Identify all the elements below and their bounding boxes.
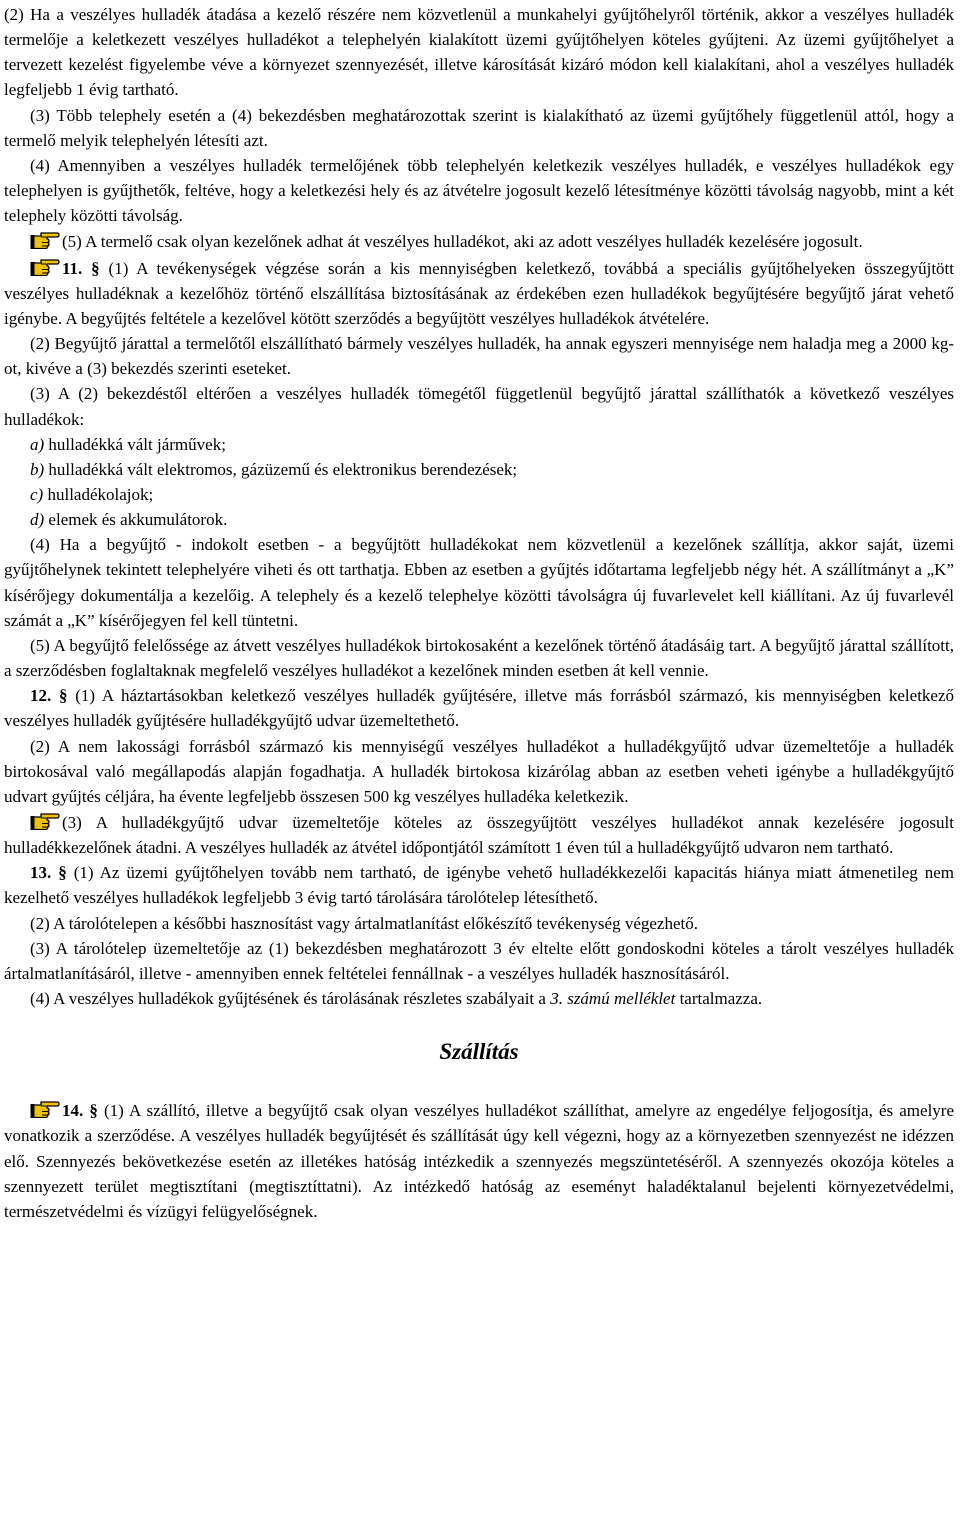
paragraph	[4, 809, 954, 860]
paragraph-text: hulladékolajok;	[43, 484, 154, 504]
paragraph-text: (4) Ha a begyűjtő - indokolt esetben - a begyűjtött hulladékokat nem közvetlenül a kezelőnek szállítja, akkor saját, üzemi gyűjtőhelynek tekintett telephelyére viheti és ott tarthatja. Ebben az esetben a gyűjtés időtartama legfeljebb négy hét. A szállítmányt a „K” kísérőjegy dokumentálja a kezelőig. A telephely és a kezelő telephelye közötti távolságra új fuvarlevelet kell kiállítani. Az új fuvarlevél számát a „K” kísérőjegyen fel kell tüntetni.	[4, 535, 954, 630]
paragraph-text: (1) A szállító, illetve a begyűjtő csak olyan veszélyes hulladékot szállíthat, amelyre az engedélye feljogosítja, és amelyre vonatkozik a szerződése. A veszélyes hulladék begyűjtését és szállítását úgy kell végezni, hogy az a környezetben szennyezést ne idézzen elő. Szennyezés bekövetkezése esetén az illetékes hatóság intézkedik a szennyezés megszüntetéséről. A szennyezés okozója köteles a szennyezett terület megtisztítani (megtisztíttatni). Az intézkedő hatóság az eseményt haladéktalanul bejelenti környezetvédelmi, természetvédelmi és vízügyi felügyelőségnek.	[4, 1101, 955, 1221]
emphasis-text: 3. számú melléklet	[550, 989, 676, 1009]
section-number: §	[58, 863, 67, 883]
paragraph-text: (1) A háztartásokban keletkező veszélyes hulladék gyűjtésére, illetve más forrásból származó, kis mennyiségben keletkező veszélyes hulladék gyűjtésére hulladékgyűjtő udvar üzemeltethető.	[4, 686, 955, 731]
paragraph-text: (5) A begyűjtő felelőssége az átvett veszélyes hulladékok birtokosaként a kezelőnek történő átadásáig tart. A begyűjtő járattal szállított, a szerződésben foglaltaknak megfelelő veszélyes hulladékot a kezelőnek minden esetben át kell vennie.	[4, 635, 954, 681]
paragraph-text: (2) Begyűjtő járattal a termelőtől elszállítható bármely veszélyes hulladék, ha annak egyszeri mennyisége nem haladja meg a 2000 kg-ot, kivéve a (3) bekezdés szerinti eseteket.	[4, 334, 954, 379]
paragraph-text: (3) Több telephely esetén a (4) bekezdésben meghatározottak szerint is kialakítható az üzemi gyűjtőhely függetlenül attól, hogy a termelő melyik telephelyén létesíti azt.	[4, 105, 954, 150]
emphasis-text: b)	[30, 459, 45, 479]
paragraph	[4, 255, 954, 331]
paragraph-text: (4) A veszélyes hulladékok gyűjtésének és tárolásának részletes szabályait a	[30, 989, 551, 1009]
section-number: 11.	[62, 258, 83, 278]
section-after-heading	[4, 1097, 954, 1224]
paragraph	[4, 457, 954, 482]
section-number: 14.	[62, 1101, 84, 1121]
paragraph	[4, 482, 954, 507]
paragraph-text: (2) A tárolótelepen a későbbi hasznosítást vagy ártalmatlanítást előkészítő tevékenység végezhető.	[30, 913, 698, 933]
paragraph-text: elemek és akkumulátorok.	[44, 510, 228, 530]
paragraph	[4, 1097, 954, 1224]
paragraph	[4, 633, 954, 683]
paragraph	[4, 860, 954, 910]
paragraph-text: (2) A nem lakossági forrásból származó kis mennyiségű veszélyes hulladékot a hulladékgyűjtő udvar üzemeltetője a hulladék birtokosával való megállapodás alapján fogadhatja. A hulladék birtokosa kizárólag abban az esetben veheti igénybe a hulladékgyűjtő udvart gyűjtés céljára, ha évente legfeljebb összesen 500 kg veszélyes hulladéka keletkezik.	[4, 736, 954, 806]
section-heading: Szállítás	[439, 1039, 519, 1065]
section-number: §	[59, 686, 68, 706]
paragraph	[4, 734, 954, 809]
paragraph-text	[51, 686, 59, 705]
paragraph	[4, 381, 954, 431]
pointing-hand-icon	[30, 1097, 60, 1118]
paragraph	[4, 153, 954, 228]
section-number: 12.	[30, 686, 52, 706]
paragraph	[4, 228, 954, 254]
paragraph	[4, 986, 954, 1011]
paragraph-text: (3) A (2) bekezdéstől eltérően a veszélyes hulladék tömegétől függetlenül begyűjtő járattal szállíthatók a következő veszélyes hulladékok:	[4, 384, 954, 429]
paragraph	[4, 532, 954, 633]
paragraph-text: tartalmazza.	[675, 989, 763, 1009]
emphasis-text: c)	[30, 484, 44, 504]
section-before-heading	[4, 2, 954, 1011]
paragraph-text: (1) A tevékenységek végzése során a kis mennyiségben keletkező, továbbá a speciális gyűjtőhelyeken összegyűjtött veszélyes hulladéknak a kezelőhöz történő elszállítása biztosításának az érdekében ezen hulladékok begyűjtésére begyűjtő járat vehető igénybe. A begyűjtés feltétele a kezelővel kötött szerződés a begyűjtött veszélyes hulladékok átvételére.	[4, 258, 954, 328]
paragraph	[4, 432, 954, 457]
pointing-hand-icon	[30, 809, 60, 830]
paragraph	[4, 683, 954, 733]
paragraph-text: hulladékká vált járművek;	[44, 434, 226, 454]
paragraph-text: (1) Az üzemi gyűjtőhelyen tovább nem tartható, de igénybe vehető hulladékkezelői kapacitás hiánya miatt átmenetileg nem kezelhető veszélyes hulladékok legfeljebb 3 évig tartó tárolására tárolótelep létesíthető.	[4, 863, 954, 908]
emphasis-text: d)	[30, 510, 45, 530]
paragraph	[4, 911, 954, 936]
section-number: §	[91, 258, 100, 278]
pointing-hand-icon	[30, 228, 60, 249]
paragraph-text: (4) Amennyiben a veszélyes hulladék termelőjének több telephelyén keletkezik veszélyes hulladék, e veszélyes hulladékok egy telephelyen is gyűjthetők, feltéve, hogy a keletkezési hely és az átvételre jogosult kezelő létesítménye közötti távolság nagyobb, mint a két telephely közötti távolság.	[4, 155, 954, 226]
paragraph	[4, 936, 954, 986]
paragraph-text: (3) A hulladékgyűjtő udvar üzemeltetője köteles az összegyűjtött veszélyes hulladékot annak kezelésére jogosult hulladékkezelőnek átadni. A veszélyes hulladék az átvétel időpontjától számított 1 éven túl a hulladékgyűjtő udvaron nem tartható.	[4, 813, 954, 858]
paragraph-text: (3) A tárolótelep üzemeltetője az (1) bekezdésben meghatározott 3 év eltelte előtt gondoskodni köteles a tárolt veszélyes hulladék ártalmatlanításáról, illetve - amennyiben ennek feltételei fennállnak - a veszélyes hulladék hasznosításáról.	[4, 938, 954, 983]
paragraph	[4, 331, 954, 381]
paragraph-text: hulladékká vált elektromos, gázüzemű és elektronikus berendezések;	[44, 459, 518, 479]
paragraph	[4, 2, 954, 103]
paragraph	[4, 507, 954, 532]
emphasis-text: a)	[30, 434, 45, 454]
paragraph-text	[82, 259, 91, 278]
paragraph-text: (2) Ha a veszélyes hulladék átadása a kezelő részére nem közvetlenül a munkahelyi gyűjtőhelyről történik, akkor a veszélyes hulladék termelője a keletkezett veszélyes hulladékot a telephelyén kialakított üzemi gyűjtőhelyen köteles gyűjteni. Az üzemi gyűjtőhelyet a tervezett kezelést figyelembe véve a környezet szennyezését, illetve károsítását kizáró módon kell kialakítani, ahol a veszélyes hulladék legfeljebb 1 évig tartható.	[4, 5, 954, 100]
paragraph-text: (5) A termelő csak olyan kezelőnek adhat át veszélyes hulladékot, aki az adott veszélyes hulladék kezelésére jogosult.	[62, 232, 863, 252]
section-number: 13.	[30, 863, 52, 883]
section-number: §	[89, 1101, 98, 1121]
pointing-hand-icon	[30, 255, 60, 276]
paragraph	[4, 103, 954, 153]
